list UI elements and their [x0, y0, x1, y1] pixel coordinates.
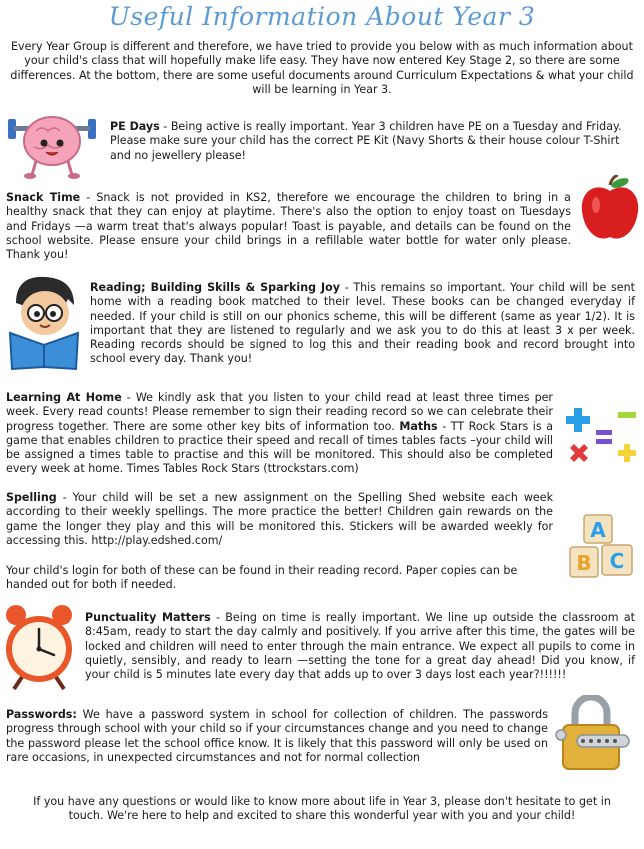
reading-paragraph: [90, 281, 635, 367]
reading-boy-icon: [6, 273, 84, 371]
snack-time-heading: Snack Time: [6, 191, 81, 204]
intro-paragraph: Every Year Group is different and therefore, we have tried to provide you below with as much information about your child's class that will hopefully make life easy. They have now entered Key Stage 2, so there are some differences. At the bottom, there are some useful documents around Curriculum Expectations & what your child will be learning in Year 3.: [10, 40, 634, 96]
pe-days-paragraph: [110, 120, 634, 163]
passwords-paragraph: [6, 708, 548, 765]
spelling-text: - Your child will be set a new assignment on the Spelling Shed website each week according to their weekly spellings. The more practice the better! Children gain rewards on the game the longer they play and this will be monitored this. Stickers will be awarded weekly for accessing this. http://play.edshed.com/: [6, 491, 553, 547]
apple-icon: [580, 175, 640, 243]
learning-at-home-heading: Learning At Home: [6, 391, 122, 404]
snack-time-text: - Snack is not provided in KS2, therefore we encourage the children to bring in a healthy snack that they can enjoy at playtime. There's also the option to enjoy toast on Tuesdays and Fridays —a warm treat that's always popular! Toast is payable, and details can be found on the school website. Please ensure your child brings in a refillable water bottle for water only please. Thank you!: [6, 191, 571, 262]
pe-days-text: - Being active is really important. Year 3 children have PE on a Tuesday and Friday. Please make sure your child has the correct PE Kit (Navy Shorts & their house colour T-Shirt and no jewellery please!: [110, 120, 622, 162]
padlock-icon: [555, 695, 639, 771]
block-letter: A: [590, 518, 606, 542]
snack-time-paragraph: [6, 191, 571, 262]
math-symbols-icon: [566, 406, 640, 472]
punctuality-paragraph: [85, 611, 635, 682]
pe-days-heading: PE Days: [110, 120, 160, 133]
maths-text: - TT Rock Stars is a game that enables children to practice their speed and recall of times tables facts –your child will be assigned a times table to practise and this will be monitored. This should also be completed every week at home. Times Tables Rock Stars (ttrockstars.com): [6, 419, 554, 476]
punctuality-text: - Being on time is really important. We line up outside the classroom at 8:45am, ready to start the day calmly and positively. If you arrive after this time, the gates will be locked and children will need to enter through the main entrance. We expect all pupils to come in quietly, sensibly, and ready to learn —setting the tone for a great day ahead! Did you know, if your child is 5 minutes late every day that adds up to over 3 days lost each year?!!!!!!: [85, 611, 635, 682]
page-title: Useful Information About Year 3: [108, 2, 536, 31]
spelling-paragraph: [6, 491, 553, 548]
reading-heading: Reading; Building Skills & Sparking Joy: [90, 281, 341, 294]
punctuality-heading: Punctuality Matters: [85, 611, 211, 624]
learning-at-home-paragraph: [6, 391, 553, 477]
maths-heading: Maths: [399, 419, 438, 433]
passwords-heading: Passwords:: [6, 708, 77, 721]
learning-at-home-text: - We kindly ask that you listen to your child read at least three times per week. Every read counts! Please remember to sign their reading record so we can celebrate their progress together. There are some other key bits of information too.: [6, 391, 553, 433]
alarm-clock-icon: [2, 603, 76, 693]
brain-dumbbell-icon: [6, 103, 98, 181]
spelling-heading: Spelling: [6, 491, 57, 504]
abc-blocks-icon: [568, 513, 638, 581]
block-letter: B: [576, 551, 592, 575]
closing-paragraph: If you have any questions or would like to know more about life in Year 3, please don't hesitate to get in touch. We're here to help and excited to share this wonderful year with you and your child!: [33, 795, 611, 823]
passwords-text: We have a password system in school for collection of children. The passwords progress through school with your child so if your circumstances change and you need to change the password please let the school office know. It is likely that this password will only be used on rare occasions, in unexpected circumstances and not for normal collection: [6, 708, 548, 764]
block-letter: C: [609, 549, 625, 573]
reading-text: - This remains so important. Your child will be sent home with a reading book matched to their level. These books can be changed everyday if needed. If your child is still on our phonics scheme, this will be different (same as year 1/2). It is important that they are listened to regularly and we ask you to do this at least 3 x per week. Reading records should be signed to log this and their reading book and record brought into school every day. Thank you!: [90, 281, 636, 366]
login-paragraph: Your child's login for both of these can be found in their reading record. Paper copies can be handed out for both if needed.: [6, 564, 518, 592]
